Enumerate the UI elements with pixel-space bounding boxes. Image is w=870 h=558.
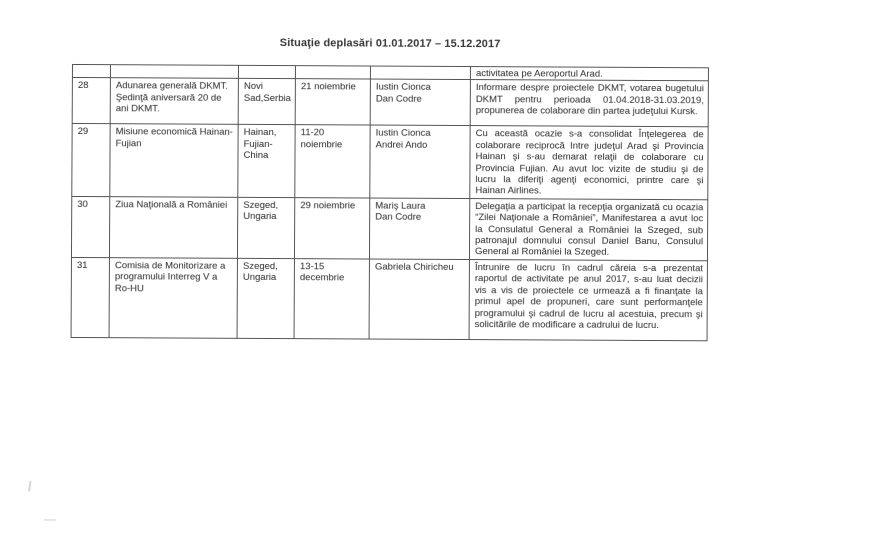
description-cell: Întrunire de lucru în cadrul căreia s-a prezentat raportul de activitate pe anul 2017, s-au luat decizii vis a vis de proiectele ce urmează a fi finanţate la primul apel de propuneri, care sunt performanţele programului şi cadrul de lucru al acestuia, precum şi solicitările de modificare a cadrului de lucru. xyxy=(469,259,707,340)
table-row xyxy=(71,257,707,340)
table-row xyxy=(71,196,707,260)
date-cell: 21 noiembrie xyxy=(295,79,370,125)
participants-cell: Iustin Cionca Andrei Ando xyxy=(370,125,470,198)
trips-table xyxy=(71,64,709,341)
row-number-cell: 28 xyxy=(72,78,110,124)
date-cell: 13-15 decembrie xyxy=(294,259,369,339)
date-cell: 11-20 noiembrie xyxy=(295,125,370,198)
participants-cell: Gabriela Chiricheu xyxy=(369,259,469,340)
row-number-cell: 30 xyxy=(71,196,109,257)
location-cell: Novi Sad,Serbia xyxy=(238,79,295,125)
table-row xyxy=(72,124,708,200)
participants-cell: Iustin Cionca Dan Codre xyxy=(370,79,470,126)
event-cell: Misiune economică Hainan-Fujian xyxy=(110,124,238,197)
date-cell: 29 noiembrie xyxy=(294,197,369,258)
location-cell: Szeged, Ungaria xyxy=(237,197,294,258)
event-cell: Ziua Naţională a României xyxy=(109,197,237,259)
event-cell: Adunarea generală DKMT. Şedinţă aniversară 20 de ani DKMT. xyxy=(110,78,238,125)
location-cell: Szeged, Ungaria xyxy=(237,258,294,338)
description-cell: Delegaţia a participat la recepţia organizată cu ocazia “Zilei Naţionale a României”, Manifestarea a avut loc la Consulatul General a României la Szeged, sub patronajul domnului consul Daniel Banu, Consulul General al României la Szeged. xyxy=(469,198,707,260)
row-number-cell xyxy=(72,64,110,78)
description-cell: activitatea pe Aeroportul Arad. xyxy=(470,67,708,82)
event-cell: Comisia de Monitorizare a programului Interreg V a Ro-HU xyxy=(109,258,237,339)
row-number-cell: 31 xyxy=(71,257,109,337)
document-title: Situaţie deplasări 01.01.2017 – 15.12.2017 xyxy=(279,37,501,51)
table-row xyxy=(72,78,708,127)
participants-cell: Mariş Laura Dan Codre xyxy=(369,198,469,260)
row-number-cell: 29 xyxy=(72,124,110,197)
description-cell: Informare despre proiectele DKMT, votarea bugetului DKMT pentru perioada 01.04.2018-31.03.2019, propunerea de colaborare din partea judeţului Kursk. xyxy=(470,80,708,127)
scan-artifact-smudge xyxy=(44,519,57,521)
location-cell xyxy=(238,65,295,79)
event-cell xyxy=(110,65,238,79)
location-cell: Hainan, Fujian-China xyxy=(238,125,295,198)
date-cell xyxy=(295,66,370,80)
participants-cell xyxy=(370,66,470,80)
scan-artifact-mark xyxy=(28,481,32,492)
description-cell: Cu această ocazie s-a consolidat Înţelegerea de colaborare reciprocă Intre judeţul Arad şi Provincia Hainan şi s-au demarat relaţii de colaborare cu Provincia Fujian. Au avut loc vizite de studiu şi de lucru la diferiţi agenţi economici, printre care şi Hainan Airlines. xyxy=(470,126,708,200)
